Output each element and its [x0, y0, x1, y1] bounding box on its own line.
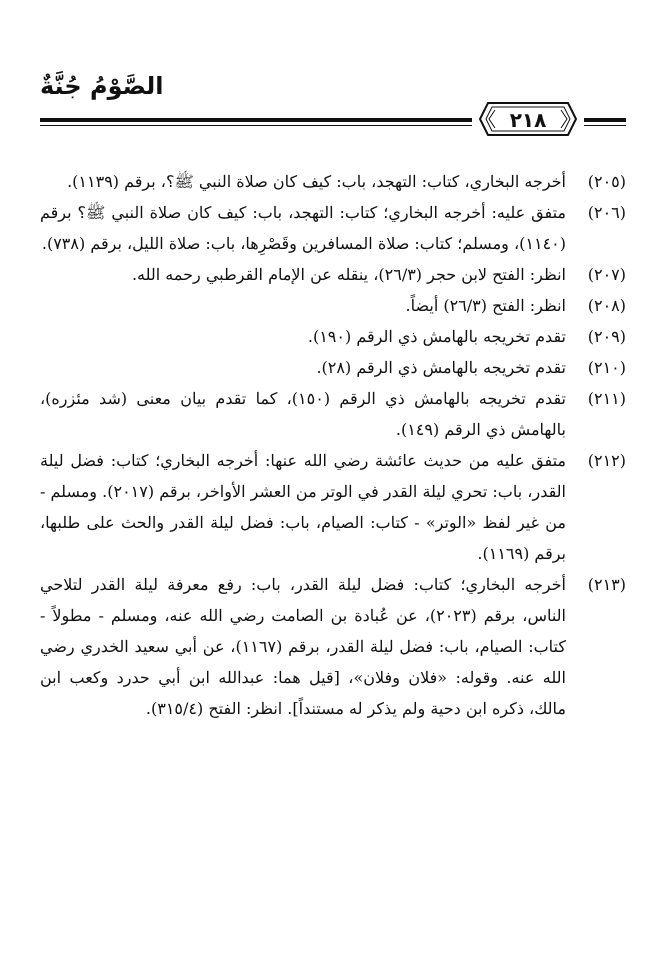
footnote-text: متفق عليه: أخرجه البخاري؛ كتاب: التهجد، باب: كيف كان صلاة النبي ﷺ؟ برقم (١١٤٠)، ومسلم؛ كتاب: صلاة المسافرين وقَصْرِها، باب: صلاة الليل، برقم (٧٣٨). [40, 203, 566, 253]
footnote-text: متفق عليه من حديث عائشة رضي الله عنها: أخرجه البخاري؛ كتاب: فضل ليلة القدر، باب: تحري ليلة القدر في الوتر من العشر الأواخر، برقم (٢٠١٧). ومسلم - من غير لفظ «الوتر» - كتاب: الصيام، باب: فضل ليلة القدر والحث على طلبها، برقم (١١٦٩). [40, 451, 567, 563]
footnote-211 [40, 383, 626, 445]
footnote-text: تقدم تخريجه بالهامش ذي الرقم (٢٨). [316, 358, 566, 377]
footnote-208 [40, 290, 626, 321]
footnote-text: تقدم تخريجه بالهامش ذي الرقم (١٥٠)، كما تقدم بيان معنى (شد مئزره)، بالهامش ذي الرقم (١٤٩). [40, 389, 566, 439]
header-rule-right-thick [584, 118, 626, 122]
footnote-text: انظر: الفتح (٢٦/٣) أيضاً. [405, 296, 566, 315]
footnote-text: تقدم تخريجه بالهامش ذي الرقم (١٩٠). [307, 327, 566, 346]
footnote-213 [40, 569, 626, 724]
footnote-text: أخرجه البخاري، كتاب: التهجد، باب: كيف كان صلاة النبي ﷺ؟، برقم (١١٣٩). [67, 172, 566, 191]
footnote-number: (٢١٢) [587, 451, 626, 470]
footnote-number: (٢٠٥) [587, 172, 626, 191]
header-rule-thick [40, 118, 472, 122]
footnotes-list [40, 166, 626, 724]
header-rule-thin [40, 125, 472, 126]
footnote-number: (٢٠٧) [587, 265, 626, 284]
footnote-text: أخرجه البخاري؛ كتاب: فضل ليلة القدر، باب: رفع معرفة ليلة القدر لتلاحي الناس، برقم (٢٠٢٣)، عن عُبادة بن الصامت رضي الله عنه، ومسلم - مطولاً - كتاب: الصيام، باب: فضل ليلة القدر، برقم (١١٦٧)، عن أبي سعيد الخدري رضي الله عنه. وقوله: «فلان وفلان»، [قيل هما: عبدالله ابن أبي حدرد وكعب ابن مالك، ذكره ابن دحية ولم يذكر له مستنداً]. انظر: الفتح (٣١٥/٤). [40, 575, 566, 718]
footnote-number: (٢٠٩) [587, 327, 626, 346]
footnote-209 [40, 321, 626, 352]
page-number-badge [478, 101, 578, 137]
running-header-title: الصَّوْمُ جُنَّةٌ [40, 72, 164, 100]
footnote-207 [40, 259, 626, 290]
footnote-206 [40, 197, 626, 259]
footnote-212 [40, 445, 626, 569]
header-rule-right-thin [584, 125, 626, 126]
footnote-number: (٢١٣) [587, 575, 626, 594]
footnote-number: (٢٠٨) [587, 296, 626, 315]
footnote-text: انظر: الفتح لابن حجر (٢٦/٣)، ينقله عن الإمام القرطبي رحمه الله. [131, 265, 566, 284]
page-number: ٢١٨ [509, 108, 547, 132]
footnote-210 [40, 352, 626, 383]
footnote-205 [40, 166, 626, 197]
footnote-number: (٢٠٦) [587, 203, 626, 222]
footnote-number: (٢١٠) [587, 358, 626, 377]
footnote-number: (٢١١) [587, 389, 626, 408]
